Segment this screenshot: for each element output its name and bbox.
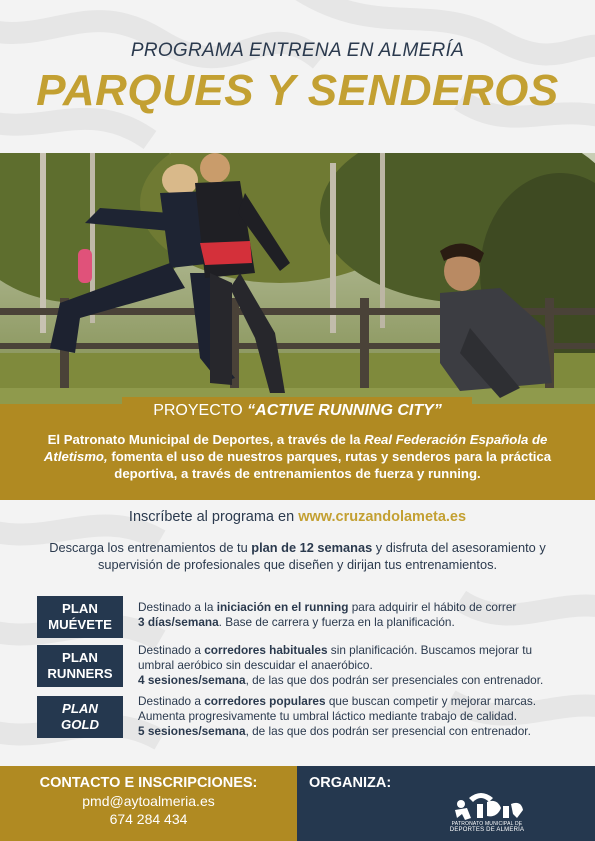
plan-badge-name: RUNNERS bbox=[47, 666, 113, 681]
plan-description bbox=[138, 694, 558, 739]
runners-stretching-photo bbox=[0, 153, 595, 413]
plan-text-sessions: 5 sesiones/semana bbox=[138, 724, 246, 738]
plan-description bbox=[138, 643, 558, 688]
header bbox=[0, 40, 595, 116]
project-text-5: , a través de bbox=[173, 466, 254, 481]
signup-line bbox=[0, 509, 595, 525]
signup-url-link[interactable]: www.cruzandolameta.es bbox=[298, 509, 467, 525]
plan-text-bold: corredores populares bbox=[204, 694, 326, 708]
project-text-strength: entrenamientos de fuerza bbox=[253, 466, 414, 481]
plan-text-sessions: 3 días/semana bbox=[138, 615, 219, 629]
plan-text: , de las que dos podrán ser presencial con entrenador. bbox=[245, 724, 531, 738]
program-subtitle: PROGRAMA ENTRENA EN ALMERÍA bbox=[130, 40, 465, 61]
plan-badge-name: GOLD bbox=[60, 717, 100, 732]
contact-title: CONTACTO E INSCRIPCIONES: bbox=[39, 775, 258, 791]
project-text-1: El Patronato Municipal de Deportes, a través de la bbox=[47, 432, 365, 447]
project-text-3: fomenta el uso de nuestros bbox=[107, 449, 287, 464]
plan-text: Destinado a bbox=[138, 694, 205, 708]
contact-footer bbox=[0, 766, 297, 841]
signup-prefix: Inscríbete al programa en bbox=[128, 509, 299, 525]
logo-caption bbox=[447, 821, 527, 833]
project-text-7: y bbox=[413, 466, 428, 481]
download-text-plan: plan de 12 semanas bbox=[251, 540, 373, 555]
download-text-1: Descarga los entrenamientos de tu bbox=[49, 540, 252, 555]
plan-text-sessions: 4 sesiones/semana bbox=[138, 673, 246, 687]
logo-caption-line-2: DEPORTES DE ALMERÍA bbox=[449, 827, 525, 833]
plan-badge-label: PLAN bbox=[62, 701, 98, 716]
contact-phone[interactable]: 674 284 434 bbox=[109, 811, 188, 827]
contact-email-link[interactable]: pmd@aytoalmeria.es bbox=[82, 793, 215, 809]
plan-badge bbox=[37, 596, 123, 638]
download-description bbox=[30, 539, 565, 573]
plan-text-bold: corredores habituales bbox=[204, 643, 328, 657]
plan-text: . Base de carrera y fuerza en la planificación. bbox=[218, 615, 455, 629]
plan-text: Destinado a la bbox=[138, 600, 217, 614]
plan-badge-label: PLAN bbox=[62, 650, 98, 665]
plan-text: sin planificación. Buscamos mejorar tu umbral aeróbico sin descuidar el anaeróbico. bbox=[138, 643, 533, 672]
plan-badge-label: PLAN bbox=[62, 601, 98, 616]
organizer-footer bbox=[297, 766, 595, 841]
project-text-federation: Real Federación Española de Atletismo, bbox=[43, 432, 548, 464]
photo-illustration bbox=[0, 153, 595, 413]
plan-description bbox=[138, 600, 558, 630]
plan-text: para adquirir el hábito de correr bbox=[348, 600, 517, 614]
page-title: PARQUES Y SENDEROS bbox=[36, 66, 559, 115]
plan-text: que buscan competir y mejorar marcas. Aumenta progresivamente tu umbral láctico mediante trabajo de calidad. bbox=[138, 694, 537, 723]
plan-badge bbox=[37, 696, 123, 738]
project-text-parks: parques, rutas y senderos para la práctica deportiva bbox=[114, 449, 552, 481]
project-description bbox=[40, 431, 555, 482]
project-title-prefix: PROYECTO bbox=[153, 402, 248, 419]
plan-text: , de las que dos podrán ser presenciales con entrenador. bbox=[245, 673, 544, 687]
organizer-title: ORGANIZA: bbox=[309, 775, 392, 791]
download-text-3: y disfruta del asesoramiento y supervisión de profesionales que diseñen y dirijan tus entrenamientos. bbox=[97, 540, 546, 572]
plan-badge bbox=[37, 645, 123, 687]
plan-text-bold: iniciación en el running bbox=[216, 600, 349, 614]
project-text-running: running. bbox=[427, 466, 481, 481]
project-title bbox=[0, 402, 595, 420]
project-title-main: “ACTIVE RUNNING CITY” bbox=[247, 402, 442, 419]
logo-caption-line-1: PATRONATO MUNICIPAL DE bbox=[451, 821, 523, 827]
plan-badge-name: MUÉVETE bbox=[48, 617, 112, 632]
plan-text: Destinado a bbox=[138, 643, 205, 657]
